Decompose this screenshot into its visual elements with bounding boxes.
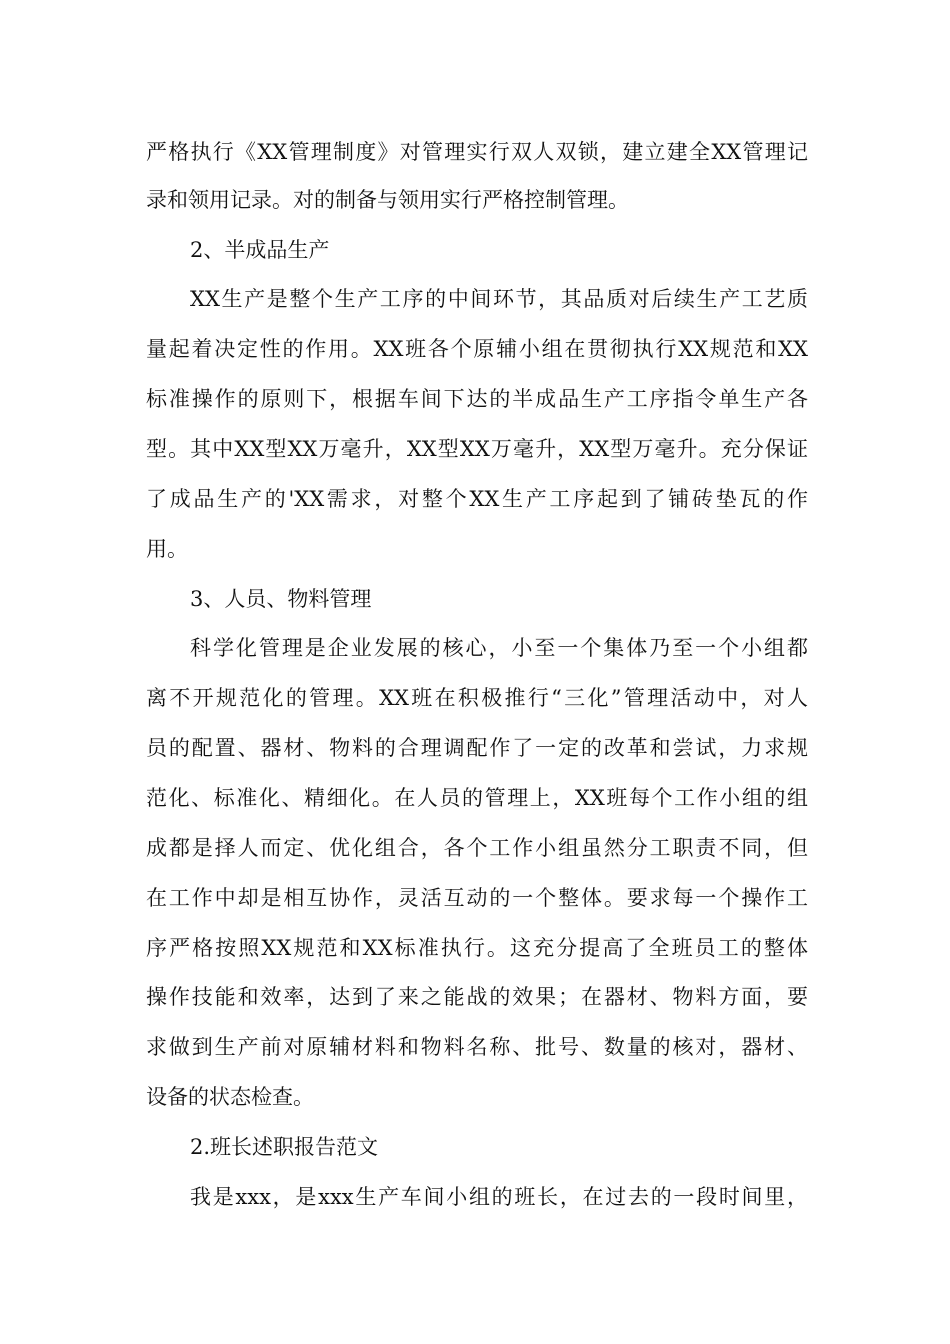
text-line: 标准操作的原则下，根据车间下达的半成品生产工序指令单生产各 [146, 387, 808, 411]
text-line: 操作技能和效率，达到了来之能战的效果；在器材、物料方面，要 [146, 985, 808, 1009]
text-line: 在工作中却是相互协作，灵活互动的一个整体。要求每一个操作工 [146, 886, 808, 910]
text-line: 录和领用记录。对的制备与领用实行严格控制管理。 [146, 188, 629, 212]
text-line: 求做到生产前对原辅材料和物料名称、批号、数量的核对，器材、 [146, 1035, 808, 1059]
text-line: 型。其中XX型XX万毫升，XX型XX万毫升，XX型万毫升。充分保证 [146, 437, 808, 461]
text-line: 我是xxx，是xxx生产车间小组的班长，在过去的一段时间里， [190, 1185, 808, 1209]
text-line: 用。 [146, 537, 188, 561]
text-line: 成都是择人而定、优化组合，各个工作小组虽然分工职责不同，但 [146, 836, 808, 860]
text-line: 范化、标准化、精细化。在人员的管理上，XX班每个工作小组的组 [146, 786, 808, 810]
text-line: 严格执行《XX管理制度》对管理实行双人双锁，建立建全XX管理记 [146, 140, 808, 164]
text-line: 序严格按照XX规范和XX标准执行。这充分提高了全班员工的整体 [146, 936, 808, 960]
text-line: 量起着决定性的作用。XX班各个原辅小组在贯彻执行XX规范和XX [146, 337, 808, 361]
text-line: XX生产是整个生产工序的中间环节，其品质对后续生产工艺质 [190, 287, 808, 311]
section-heading: 2.班长述职报告范文 [190, 1135, 379, 1159]
section-heading: 2、半成品生产 [190, 238, 330, 262]
text-line: 设备的状态检查。 [146, 1085, 314, 1109]
text-line: 员的配置、器材、物料的合理调配作了一定的改革和尝试，力求规 [146, 736, 808, 760]
text-line: 了成品生产的'XX需求，对整个XX生产工序起到了铺砖垫瓦的作 [146, 487, 808, 511]
text-line: 离不开规范化的管理。XX班在积极推行“三化”管理活动中，对人 [146, 686, 808, 710]
section-heading: 3、人员、物料管理 [190, 587, 372, 611]
text-line: 科学化管理是企业发展的核心，小至一个集体乃至一个小组都 [190, 636, 808, 660]
